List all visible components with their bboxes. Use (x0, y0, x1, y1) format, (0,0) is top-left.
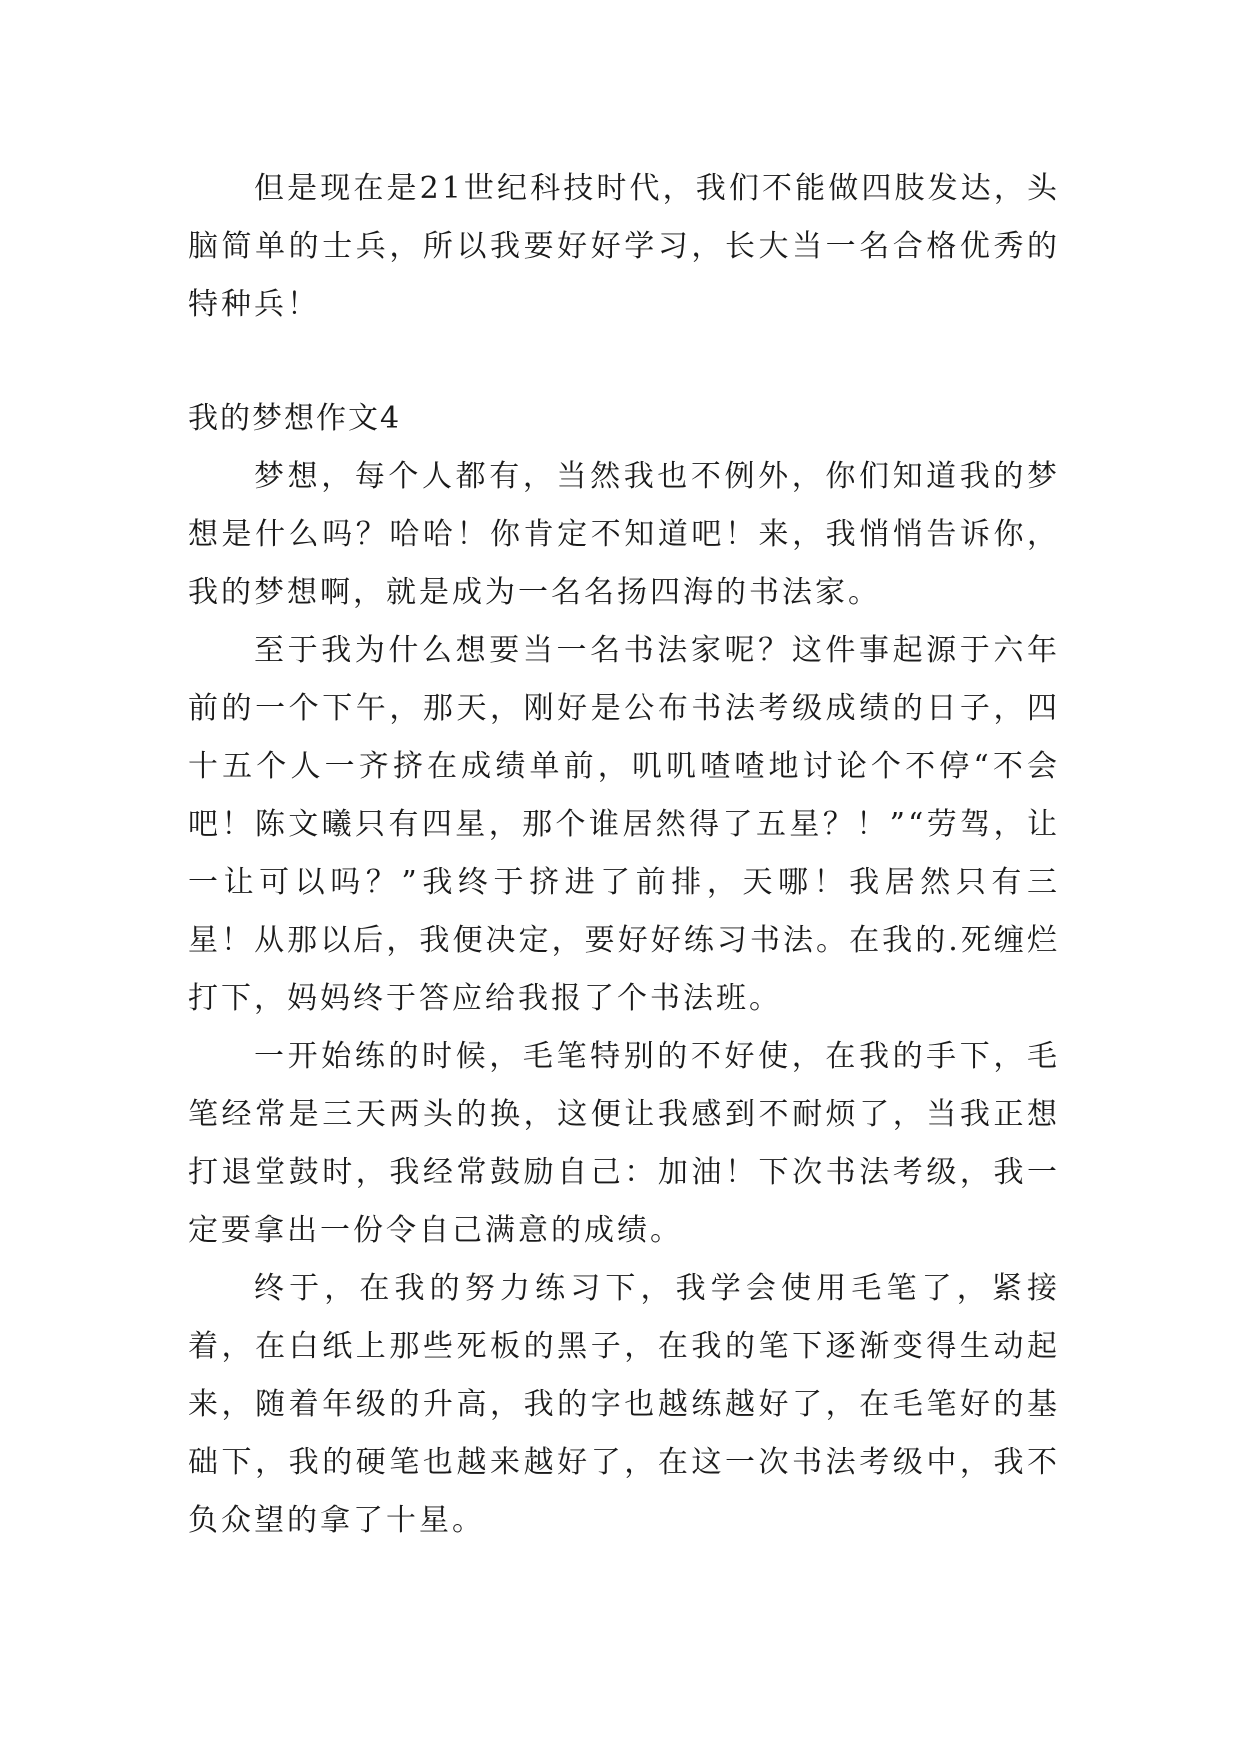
intro-paragraph: 但是现在是21世纪科技时代，我们不能做四肢发达，头脑简单的士兵，所以我要好好学习，长大当一名合格优秀的特种兵！ (188, 171, 1060, 322)
paragraph-4: 终于，在我的努力练习下，我学会使用毛笔了，紧接着，在白纸上那些死板的黑子，在我的笔下逐渐变得生动起来，随着年级的升高，我的字也越练越好了，在毛笔好的基础下，我的硬笔也越来越好了，在这一次书法考级中，我不负众望的拿了十星。 (188, 1271, 1060, 1538)
paragraph-3: 一开始练的时候，毛笔特别的不好使，在我的手下，毛笔经常是三天两头的换，这便让我感到不耐烦了，当我正想打退堂鼓时，我经常鼓励自己：加油！下次书法考级，我一定要拿出一份令自己满意的成绩。 (188, 1039, 1060, 1248)
paragraph-1: 梦想，每个人都有，当然我也不例外，你们知道我的梦想是什么吗？哈哈！你肯定不知道吧！来，我悄悄告诉你，我的梦想啊，就是成为一名名扬四海的书法家。 (188, 459, 1060, 610)
paragraph-2: 至于我为什么想要当一名书法家呢？这件事起源于六年前的一个下午，那天，刚好是公布书法考级成绩的日子，四十五个人一齐挤在成绩单前，叽叽喳喳地讨论个不停“不会吧！陈文曦只有四星，那个谁居然得了五星？！”“劳驾，让一让可以吗？”我终于挤进了前排，天哪！我居然只有三星！从那以后，我便决定，要好好练习书法。在我的.死缠烂打下，妈妈终于答应给我报了个书法班。 (188, 633, 1060, 1016)
document-body (188, 160, 1060, 1550)
section-title: 我的梦想作文4 (188, 401, 402, 436)
